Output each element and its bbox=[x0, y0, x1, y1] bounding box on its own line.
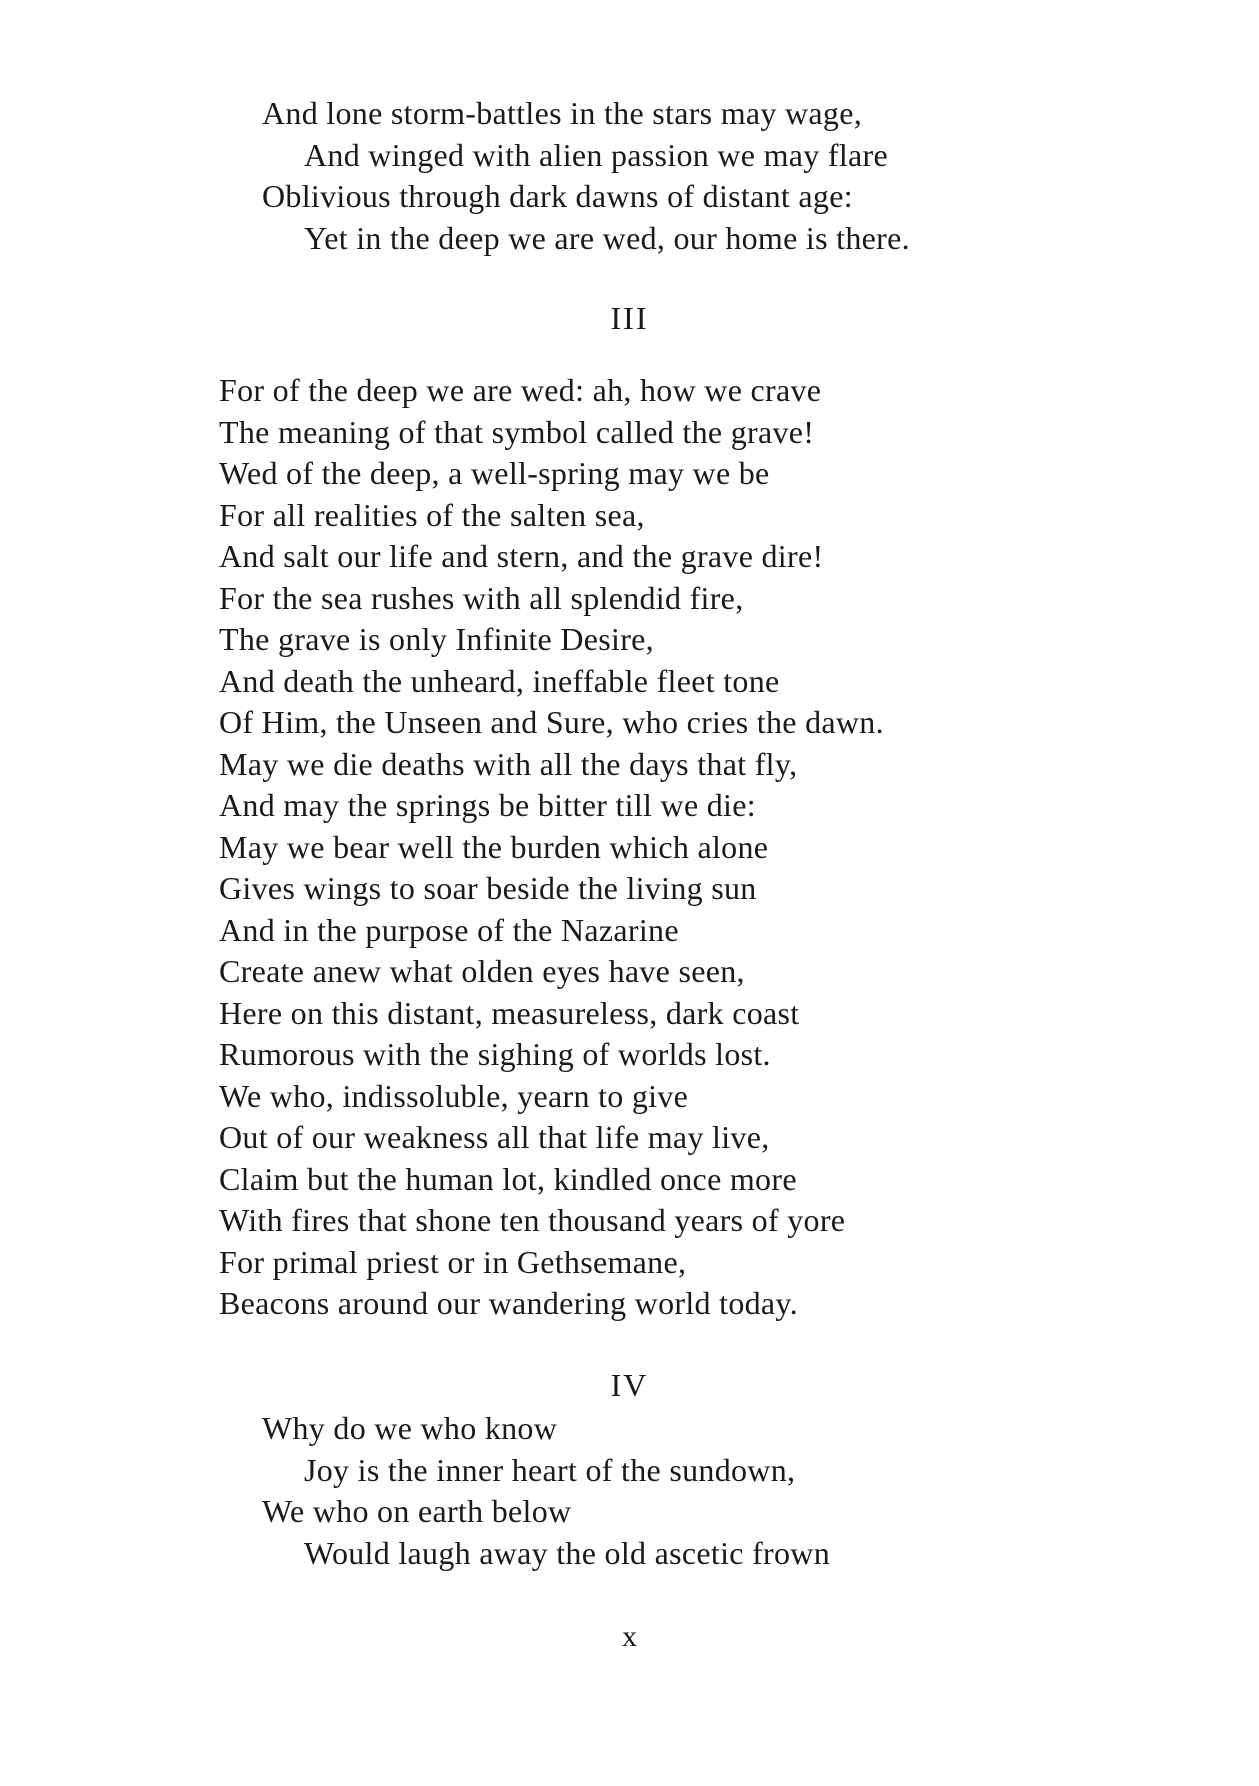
poem-line: Joy is the inner heart of the sundown, bbox=[304, 1451, 796, 1488]
poem-line: Of Him, the Unseen and Sure, who cries the dawn. bbox=[219, 704, 884, 740]
poem-line: For all realities of the salten sea, bbox=[219, 496, 645, 533]
poem-line: The meaning of that symbol called the grave! bbox=[219, 413, 815, 450]
poem-line: And salt our life and stern, and the grave dire! bbox=[219, 538, 824, 574]
section-numeral-iv: IV bbox=[610, 1367, 649, 1403]
poem-line: And lone storm-battles in the stars may wage, bbox=[262, 95, 863, 131]
poem-line: Beacons around our wandering world today. bbox=[219, 1285, 798, 1321]
poem-line: The grave is only Infinite Desire, bbox=[219, 621, 654, 657]
poem-line: Here on this distant, measureless, dark coast bbox=[219, 994, 800, 1031]
section-ii-stanza-tail bbox=[0, 93, 1259, 259]
poem-line: We who, indissoluble, yearn to give bbox=[219, 1077, 689, 1114]
poem-line: And in the purpose of the Nazarine bbox=[219, 911, 679, 948]
poem-line: Would laugh away the old ascetic frown bbox=[304, 1534, 830, 1571]
poem-line: May we die deaths with all the days that fly, bbox=[219, 745, 798, 782]
poem-line: Claim but the human lot, kindled once more bbox=[219, 1160, 797, 1197]
poem-line: And winged with alien passion we may flare bbox=[304, 136, 889, 173]
poem-line: Out of our weakness all that life may live, bbox=[219, 1119, 770, 1155]
poem-line: May we bear well the burden which alone bbox=[219, 828, 769, 865]
poem-line: Create anew what olden eyes have seen, bbox=[219, 953, 745, 989]
poem-line: Wed of the deep, a well-spring may we be bbox=[219, 455, 770, 491]
poem-line: Why do we who know bbox=[262, 1410, 558, 1446]
poem-line: And death the unheard, ineffable fleet tone bbox=[219, 662, 780, 699]
poem-line: Gives wings to soar beside the living sun bbox=[219, 870, 757, 906]
poem-line: With fires that shone ten thousand years of yore bbox=[219, 1202, 846, 1238]
poem-line: We who on earth below bbox=[262, 1493, 572, 1529]
poem-line: Yet in the deep we are wed, our home is there. bbox=[304, 219, 910, 256]
section-iii-stanza bbox=[0, 370, 1259, 1325]
poem-line: For of the deep we are wed: ah, how we crave bbox=[219, 372, 822, 408]
poem-line: For primal priest or in Gethsemane, bbox=[219, 1243, 687, 1280]
section-iv-stanza bbox=[0, 1408, 1259, 1574]
poem-line: And may the springs be bitter till we die: bbox=[219, 787, 756, 823]
page-number: x bbox=[622, 1620, 637, 1653]
poem-line: For the sea rushes with all splendid fire, bbox=[219, 579, 744, 616]
section-numeral-iii: III bbox=[610, 300, 649, 336]
poem-line: Rumorous with the sighing of worlds lost. bbox=[219, 1036, 771, 1072]
poem-line: Oblivious through dark dawns of distant age: bbox=[262, 178, 853, 214]
